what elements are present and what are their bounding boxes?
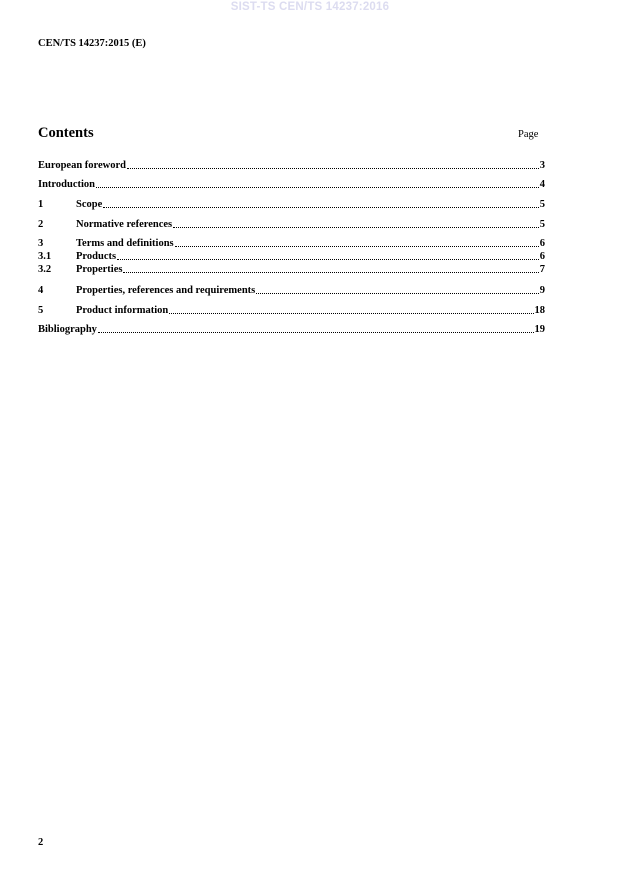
toc-entry-terms-and-definitions[interactable] [38, 237, 545, 250]
toc-entry-european-foreword[interactable] [38, 159, 545, 172]
toc-dot-leader [169, 304, 533, 317]
toc-dot-leader [127, 159, 539, 172]
toc-entry-products[interactable] [38, 250, 545, 263]
toc-entry-properties[interactable] [38, 263, 545, 276]
toc-entry-introduction[interactable] [38, 178, 545, 191]
toc-entry-title: Properties, references and requirements [76, 285, 256, 296]
toc-entry-title: Product information [76, 305, 169, 316]
toc-entry-number: 5 [38, 305, 44, 316]
toc-entry-number: 1 [38, 199, 44, 210]
toc-entry-scope[interactable] [38, 198, 545, 211]
toc-entry-title: Properties [76, 264, 123, 275]
document-reference: CEN/TS 14237:2015 (E) [38, 38, 146, 49]
contents-heading: Contents [38, 125, 94, 141]
toc-dot-leader [123, 263, 538, 276]
toc-entry-page: 9 [539, 285, 545, 296]
toc-entry-title: Bibliography [38, 324, 97, 335]
toc-entry-page: 19 [534, 324, 545, 335]
toc-entry-number: 3.2 [38, 264, 52, 275]
toc-dot-leader [98, 323, 534, 336]
toc-entry-page: 6 [539, 238, 545, 249]
toc-entry-page: 7 [539, 264, 545, 275]
toc-entry-title: Introduction [38, 179, 95, 190]
toc-entry-bibliography[interactable] [38, 323, 545, 336]
toc-entry-number: 3.1 [38, 251, 52, 262]
toc-entry-title: European foreword [38, 160, 126, 171]
toc-entry-title: Normative references [76, 219, 173, 230]
toc-entry-normative-references[interactable] [38, 218, 545, 231]
toc-entry-product-information[interactable] [38, 304, 545, 317]
toc-dot-leader [117, 250, 539, 263]
page-column-label: Page [518, 129, 539, 140]
toc-entry-page: 3 [539, 160, 545, 171]
toc-entry-page: 18 [534, 305, 545, 316]
toc-entry-number: 3 [38, 238, 44, 249]
toc-dot-leader [173, 218, 539, 231]
toc-dot-leader [96, 178, 539, 191]
toc-entry-title: Products [76, 251, 117, 262]
toc-entry-title: Terms and definitions [76, 238, 174, 249]
toc-entry-number: 4 [38, 285, 44, 296]
toc-entry-page: 6 [539, 251, 545, 262]
toc-dot-leader [103, 198, 539, 211]
toc-entry-page: 4 [539, 179, 545, 190]
watermark-text: SIST-TS CEN/TS 14237:2016 [230, 1, 390, 13]
toc-dot-leader [175, 237, 539, 250]
toc-entry-title: Scope [76, 199, 103, 210]
page-number: 2 [38, 837, 44, 848]
toc-entry-number: 2 [38, 219, 44, 230]
toc-entry-page: 5 [539, 219, 545, 230]
toc-entry-properties-references-requirements[interactable] [38, 284, 545, 297]
toc-dot-leader [256, 284, 539, 297]
toc-entry-page: 5 [539, 199, 545, 210]
